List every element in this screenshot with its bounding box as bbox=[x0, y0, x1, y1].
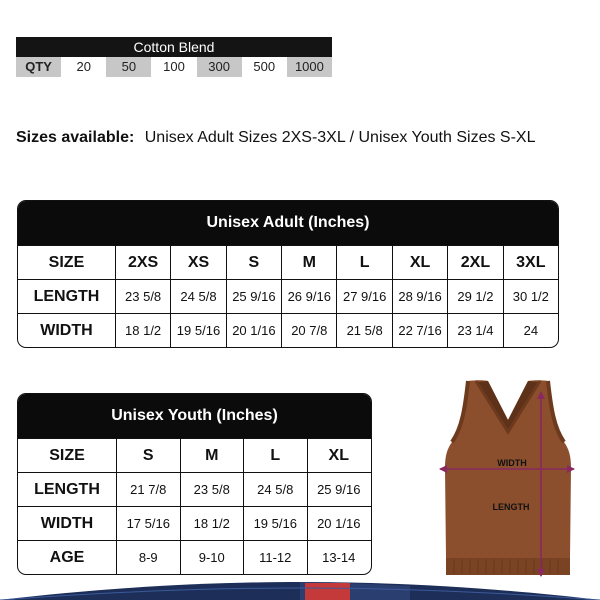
pricing-quantity-row bbox=[16, 57, 332, 77]
width-cell: 20 1/16 bbox=[226, 314, 281, 347]
pricing-title: Cotton Blend bbox=[16, 37, 332, 57]
size-header: 2XS bbox=[115, 246, 170, 279]
age-cell: 13-14 bbox=[307, 541, 371, 574]
table-row bbox=[18, 540, 371, 574]
width-cell: 17 5/16 bbox=[116, 507, 180, 540]
size-header: S bbox=[116, 439, 180, 472]
width-cell: 23 1/4 bbox=[447, 314, 502, 347]
length-cell: 23 5/8 bbox=[180, 473, 244, 506]
width-cell: 20 1/16 bbox=[307, 507, 371, 540]
table-row bbox=[18, 472, 371, 506]
size-header: M bbox=[180, 439, 244, 472]
width-cell: 21 5/8 bbox=[336, 314, 391, 347]
table-row bbox=[18, 506, 371, 540]
length-label: LENGTH bbox=[492, 502, 530, 512]
row-label: LENGTH bbox=[34, 480, 100, 498]
size-header: 2XL bbox=[447, 246, 502, 279]
vest-image bbox=[445, 380, 571, 575]
sizes-available-text: Unisex Adult Sizes 2XS-3XL / Unisex Youth Sizes S-XL bbox=[144, 129, 536, 146]
length-cell: 24 5/8 bbox=[170, 280, 225, 313]
row-label: SIZE bbox=[48, 253, 85, 271]
size-header: L bbox=[336, 246, 391, 279]
length-cell: 23 5/8 bbox=[115, 280, 170, 313]
table-row bbox=[18, 279, 558, 313]
qty-value: 300 bbox=[197, 57, 242, 77]
table-row bbox=[18, 438, 371, 472]
width-cell: 20 7/8 bbox=[281, 314, 336, 347]
size-header: M bbox=[281, 246, 336, 279]
length-cell: 29 1/2 bbox=[447, 280, 502, 313]
size-header: XL bbox=[392, 246, 447, 279]
length-cell: 26 9/16 bbox=[281, 280, 336, 313]
row-label: WIDTH bbox=[40, 514, 94, 532]
width-cell: 24 bbox=[503, 314, 558, 347]
width-label: WIDTH bbox=[497, 458, 527, 468]
pricing-strip bbox=[16, 37, 332, 77]
bottom-decorative-band bbox=[0, 580, 600, 600]
row-label: LENGTH bbox=[33, 287, 100, 305]
length-cell: 27 9/16 bbox=[336, 280, 391, 313]
qty-value: 100 bbox=[151, 57, 196, 77]
age-cell: 9-10 bbox=[180, 541, 244, 574]
width-cell: 19 5/16 bbox=[243, 507, 307, 540]
qty-label: QTY bbox=[16, 57, 61, 77]
youth-size-table bbox=[17, 393, 372, 575]
size-header: XL bbox=[307, 439, 371, 472]
adult-size-table bbox=[17, 200, 559, 348]
qty-value: 1000 bbox=[287, 57, 332, 77]
table-row bbox=[18, 245, 558, 279]
row-label: WIDTH bbox=[40, 321, 93, 339]
qty-value: 500 bbox=[242, 57, 287, 77]
width-cell: 19 5/16 bbox=[170, 314, 225, 347]
width-cell: 18 1/2 bbox=[180, 507, 244, 540]
size-header: S bbox=[226, 246, 281, 279]
length-cell: 25 9/16 bbox=[307, 473, 371, 506]
adult-table-title: Unisex Adult (Inches) bbox=[18, 201, 558, 245]
length-cell: 25 9/16 bbox=[226, 280, 281, 313]
vest-measurement-diagram bbox=[428, 378, 588, 583]
row-label: AGE bbox=[49, 548, 85, 566]
width-cell: 18 1/2 bbox=[115, 314, 170, 347]
age-cell: 8-9 bbox=[116, 541, 180, 574]
size-header: L bbox=[243, 439, 307, 472]
sizes-available bbox=[16, 129, 535, 147]
youth-table-title: Unisex Youth (Inches) bbox=[18, 394, 371, 438]
sizes-available-label: Sizes available: bbox=[16, 129, 135, 146]
length-cell: 24 5/8 bbox=[243, 473, 307, 506]
table-row bbox=[18, 313, 558, 347]
qty-value: 20 bbox=[61, 57, 106, 77]
qty-value: 50 bbox=[106, 57, 151, 77]
size-header: XS bbox=[170, 246, 225, 279]
length-cell: 21 7/8 bbox=[116, 473, 180, 506]
row-label: SIZE bbox=[49, 446, 85, 464]
age-cell: 11-12 bbox=[243, 541, 307, 574]
width-cell: 22 7/16 bbox=[392, 314, 447, 347]
size-header: 3XL bbox=[503, 246, 558, 279]
length-cell: 30 1/2 bbox=[503, 280, 558, 313]
length-cell: 28 9/16 bbox=[392, 280, 447, 313]
